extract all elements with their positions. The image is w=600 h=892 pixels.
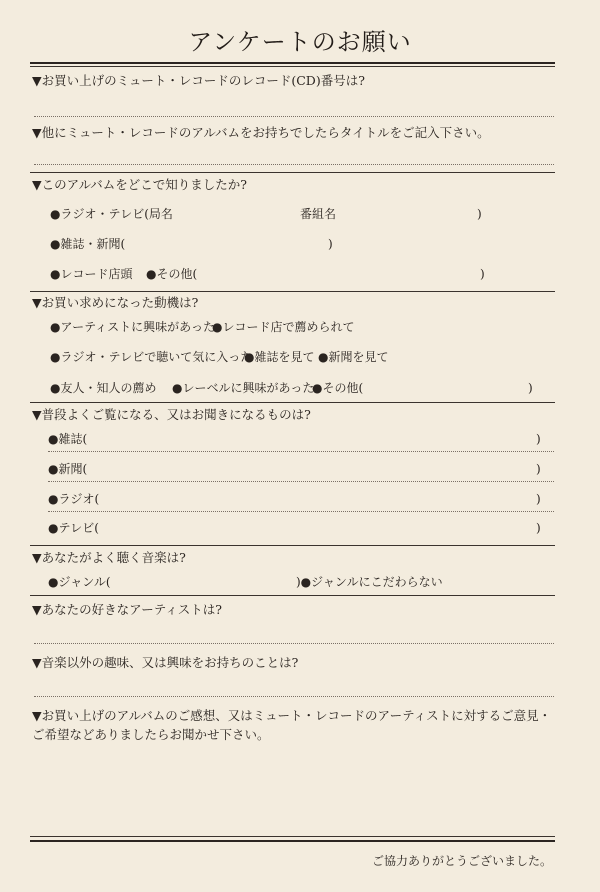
- paren-close: ): [528, 381, 533, 395]
- divider: [30, 291, 555, 292]
- paren-close: ): [536, 432, 541, 446]
- option-heard-radio-tv[interactable]: ●ラジオ・テレビで聴いて気に入った: [50, 350, 253, 364]
- divider: [30, 595, 555, 596]
- question-comments: ▼お買い上げのアルバムのご感想、又はミュート・レコードのアーティストに対するご意見・ご希望などありましたらお聞かせ下さい。: [32, 708, 552, 742]
- question-how-known: ▼このアルバムをどこで知りましたか?: [32, 177, 247, 192]
- option-other[interactable]: ●その他(: [312, 381, 364, 395]
- option-newspaper[interactable]: ●新聞(: [48, 462, 88, 476]
- question-favorite-artist: ▼あなたの好きなアーティストは?: [32, 602, 222, 617]
- answer-line[interactable]: [34, 643, 554, 644]
- option-radio[interactable]: ●ラジオ(: [48, 492, 100, 506]
- question-music-genre: ▼あなたがよく聴く音楽は?: [32, 550, 186, 565]
- form-title: アンケートのお願い: [188, 28, 412, 56]
- option-record-store[interactable]: ●レコード店頭: [50, 267, 133, 281]
- option-label-interest[interactable]: ●レーベルに興味があった: [172, 381, 315, 395]
- paren-close: ): [480, 267, 485, 281]
- option-saw-newspaper[interactable]: ●新聞を見て: [318, 350, 389, 364]
- option-saw-magazine[interactable]: ●雑誌を見て: [244, 350, 315, 364]
- divider: [30, 66, 555, 67]
- divider: [30, 836, 555, 837]
- answer-line: [48, 481, 554, 482]
- option-other[interactable]: ●その他(: [146, 267, 198, 281]
- option-store-recommend[interactable]: ●レコード店で薦められて: [212, 320, 355, 334]
- option-artist-interest[interactable]: ●アーティストに興味があった: [50, 320, 216, 334]
- divider: [30, 62, 555, 64]
- paren-close: ): [477, 207, 482, 221]
- question-media-usage: ▼普段よくご覧になる、又はお聞きになるものは?: [32, 407, 311, 422]
- paren-close: ): [536, 462, 541, 476]
- divider: [30, 402, 555, 403]
- option-no-genre-preference[interactable]: )●ジャンルにこだわらない: [296, 575, 443, 589]
- answer-line: [48, 511, 554, 512]
- option-tv[interactable]: ●テレビ(: [48, 521, 99, 535]
- option-friend-recommend[interactable]: ●友人・知人の薦め: [50, 381, 157, 395]
- answer-line[interactable]: [34, 116, 554, 117]
- divider: [30, 840, 555, 842]
- answer-line[interactable]: [34, 696, 554, 697]
- answer-line[interactable]: [34, 164, 554, 165]
- question-hobbies: ▼音楽以外の趣味、又は興味をお持ちのことは?: [32, 655, 299, 670]
- divider: [30, 172, 555, 173]
- paren-close: ): [536, 521, 541, 535]
- option-magazine[interactable]: ●雑誌(: [48, 432, 88, 446]
- answer-line: [48, 451, 554, 452]
- option-radio-tv[interactable]: ●ラジオ・テレビ(局名: [50, 207, 173, 221]
- option-magazine-newspaper[interactable]: ●雑誌・新聞(: [50, 237, 126, 251]
- question-record-number: ▼お買い上げのミュート・レコードのレコード(CD)番号は?: [32, 73, 365, 88]
- paren-close: ): [328, 237, 333, 251]
- thank-you-note: ご協力ありがとうございました。: [371, 854, 552, 868]
- question-purchase-motive: ▼お買い求めになった動機は?: [32, 295, 199, 310]
- label-program-name: 番組名: [300, 207, 337, 221]
- question-other-albums: ▼他にミュート・レコードのアルバムをお持ちでしたらタイトルをご記入下さい。: [32, 125, 490, 140]
- paren-close: ): [536, 492, 541, 506]
- option-genre[interactable]: ●ジャンル(: [48, 575, 111, 589]
- divider: [30, 545, 555, 546]
